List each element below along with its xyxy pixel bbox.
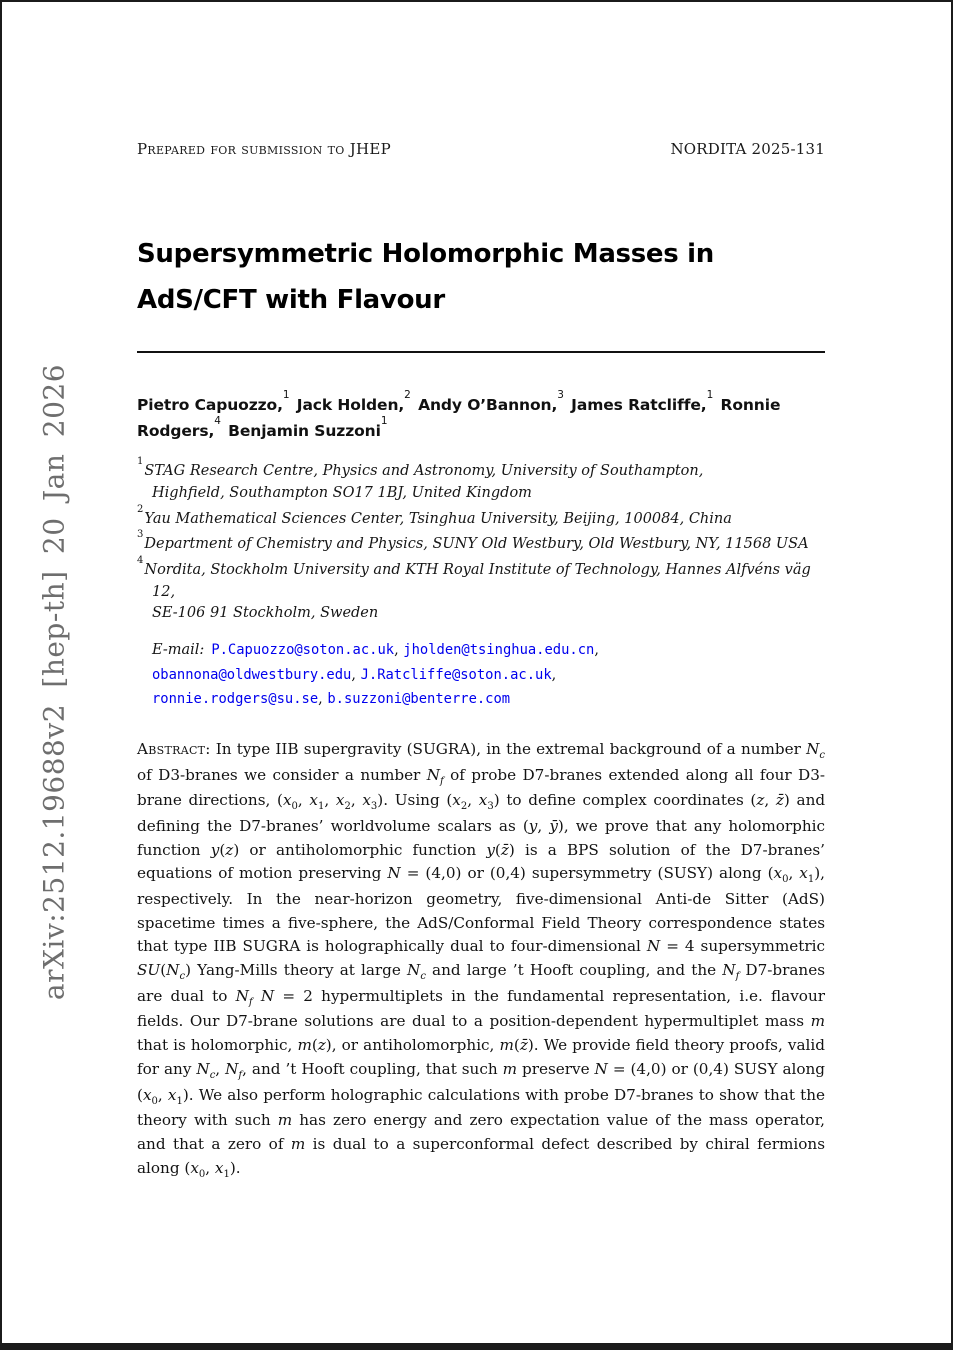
affil-number: 4 [137, 554, 144, 566]
email-link[interactable]: jholden@tsinghua.edu.cn [403, 642, 595, 658]
author-name: Ronnie Rodgers,$^4$ [137, 396, 781, 440]
author-affil-mark: 1 [706, 389, 714, 401]
email-label: E-mail: [152, 642, 205, 658]
author-name: Jack Holden,$^2$ [296, 389, 411, 415]
abstract-label: Abstract: [137, 739, 211, 758]
affiliation: $^4$Nordita, Stockholm University and KTH Royal Institute of Technology, Hannes Alfvéns väg 12, SE-106 91 Stockholm, Sweden [137, 554, 811, 622]
author-name: Andy O’Bannon,$^3$ [418, 389, 564, 415]
email-separator: , [394, 642, 399, 658]
abstract-text: In type IIB supergravity (SUGRA), in the extremal background of a number $N_c$ of D3-branes we consider a number $N_f$ of probe D7-branes extended along all four D3-brane directions, ($x_0$, $x_1$, $x_2$, $x_3$). Using ($x_2$, $x_3$) to define complex coordinates (z, z̄) and defining the D7-branes’ worldvolume scalars as (y, ȳ), we prove that any holomorphic function y(z) or antiholomorphic function y(z̄) is a BPS solution of the D7-branes’ equations of motion preserving N = (4,0) or (0,4) supersymmetry (SUSY) along ($x_0$, $x_1$), respectively. In the near-horizon geometry, five-dimensional Anti-de Sitter (AdS) spacetime times a five-sphere, the AdS/Conformal Field Theory correspondence states that type IIB SUGRA is holographically dual to four-dimensional N = 4 supersymmetric $SU(N_c)$ Yang-Mills theory at large $N_c$ and large ’t Hooft coupling, and the $N_f$ D7-branes are dual to $N_f$ N = 2 hypermultiplets in the fundamental representation, i.e. flavour fields. Our D7-brane solutions are dual to a position-dependent hypermultiplet mass m that is holomorphic, m(z), or antiholomorphic, m(z̄). We provide field theory proofs, valid for any $N_c$, $N_f$, and ’t Hooft coupling, that such m preserve N = (4,0) or (0,4) SUSY along ($x_0$, $x_1$). We also perform holographic calculations with probe D7-branes to show that the theory with such m has zero energy and zero expectation value of the mass operator, and that a zero of m is dual to a superconformal defect described by chiral fermions along ($x_0$, $x_1$). [137, 739, 826, 1180]
affiliation-list [137, 456, 825, 625]
affil-number: 3 [137, 529, 144, 541]
author-affil-mark: 2 [404, 389, 411, 401]
author-affil-mark: 1 [380, 414, 388, 427]
email-link[interactable]: J.Ratcliffe@soton.ac.uk [360, 666, 552, 683]
author-affil-mark: 3 [557, 389, 564, 401]
affiliation: $^1$STAG Research Centre, Physics and Astronomy, University of Southampton, Highfield, Southampton SO17 1BJ, United Kingdom [137, 456, 704, 502]
author-affil-mark: 4 [214, 414, 221, 427]
author-affil-mark: 1 [282, 389, 290, 401]
header-row [137, 140, 825, 158]
arxiv-identifier-stamp: arXiv:2512.19688v2 [hep-th] 20 Jan 2026 [37, 363, 71, 1001]
email-link[interactable]: ronnie.rodgers@su.se [152, 691, 319, 708]
email-separator: , [594, 642, 599, 658]
title-rule [137, 351, 825, 353]
email-link[interactable]: P.Capuozzo@soton.ac.uk [211, 642, 395, 658]
author-name: Benjamin Suzzoni$^1$ [228, 414, 388, 440]
email-separator: , [318, 691, 323, 708]
affiliation: $^3$Department of Chemistry and Physics, SUNY Old Westbury, Old Westbury, NY, 11568 USA [137, 529, 809, 553]
paper-title: Supersymmetric Holomorphic Masses in AdS/CFT with Flavour [137, 239, 714, 315]
paper-content [137, 140, 825, 1182]
email-separator: , [351, 666, 356, 683]
author-name: Pietro Capuozzo,$^1$ [137, 389, 290, 415]
email-link[interactable]: b.suzzoni@benterre.com [327, 691, 511, 708]
report-number: NORDITA 2025-131 [670, 140, 825, 158]
affil-number: 1 [137, 456, 144, 468]
abstract [137, 738, 825, 1182]
email-link[interactable]: obannona@oldwestbury.edu [152, 666, 352, 683]
submission-note: Prepared for submission to JHEP [137, 140, 392, 158]
author-list [137, 389, 825, 444]
email-block [137, 638, 717, 712]
affiliation: $^2$Yau Mathematical Sciences Center, Tsinghua University, Beijing, 100084, China [137, 503, 732, 527]
email-separator: , [551, 666, 557, 683]
author-name: James Ratcliffe,$^1$ [571, 389, 714, 415]
affil-number: 2 [137, 503, 144, 515]
